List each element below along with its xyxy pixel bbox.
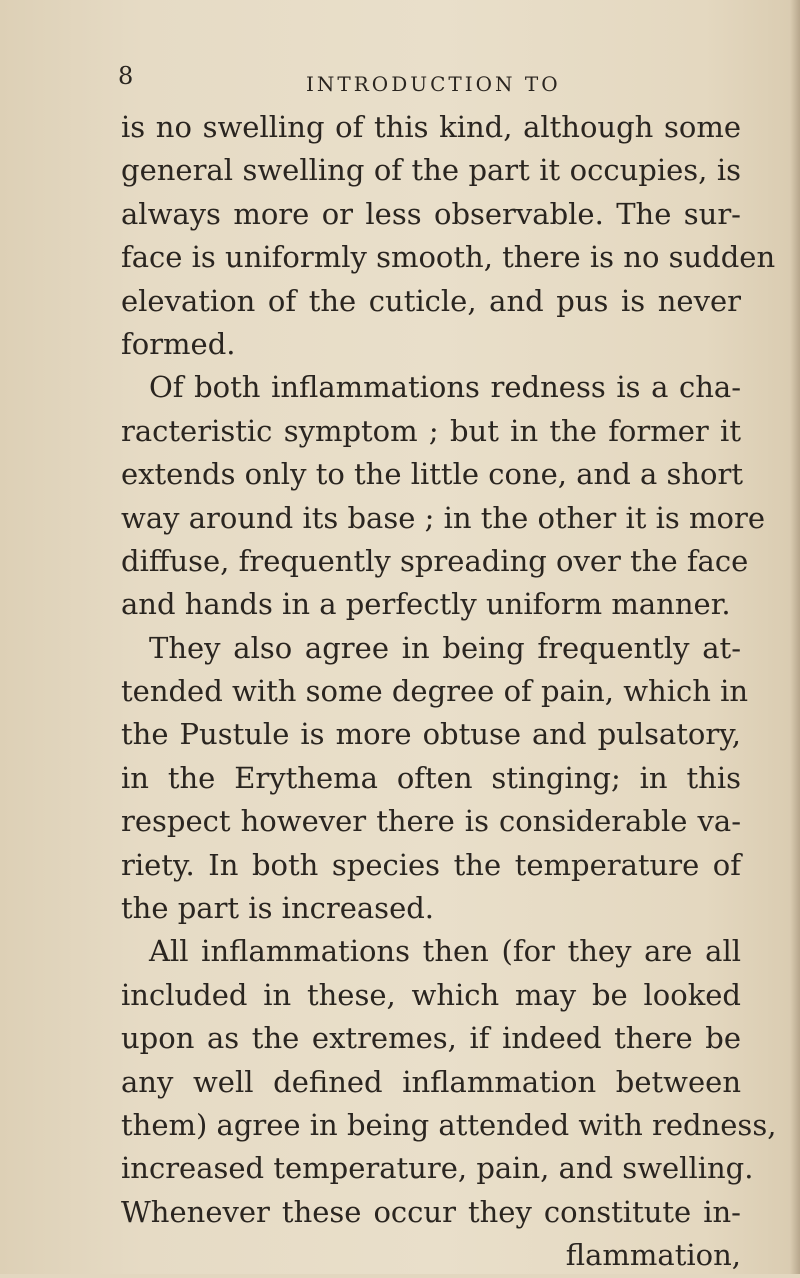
text-line: All inflammations then (for they are all xyxy=(149,934,741,969)
text-line: They also agree in being frequently at- xyxy=(149,630,741,665)
page-header xyxy=(0,62,800,102)
text-line: and hands in a perfectly uniform manner. xyxy=(121,587,731,622)
text-line: elevation of the cuticle, and pus is never xyxy=(121,283,741,318)
text-line: flammation, xyxy=(565,1238,741,1273)
running-head: INTRODUCTION TO xyxy=(306,72,561,96)
text-line: in the Erythema often stinging; in this xyxy=(121,760,741,795)
text-line: the part is increased. xyxy=(121,891,435,926)
text-line: diffuse, frequently spreading over the face xyxy=(121,543,749,578)
text-line: face is uniformly smooth, there is no sudden xyxy=(121,240,776,275)
text-line: always more or less observable. The sur- xyxy=(121,196,741,231)
text-line: Of both inflammations redness is a cha- xyxy=(149,370,741,405)
text-line: tended with some degree of pain, which in xyxy=(121,674,749,709)
text-line: extends only to the little cone, and a short xyxy=(121,457,744,492)
page-edge-shadow xyxy=(790,0,800,1274)
text-line: way around its base ; in the other it is more xyxy=(121,500,766,535)
text-line: racteristic symptom ; but in the former it xyxy=(121,413,741,448)
text-line: the Pustule is more obtuse and pulsatory, xyxy=(121,717,741,752)
text-line: them) agree in being attended with redness, xyxy=(121,1107,777,1142)
page-number: 8 xyxy=(118,62,135,90)
text-line: increased temperature, pain, and swelling. xyxy=(121,1151,754,1186)
text-line: Whenever these occur they constitute in- xyxy=(121,1194,741,1229)
text-line: included in these, which may be looked xyxy=(121,977,741,1012)
text-line: upon as the extremes, if indeed there be xyxy=(121,1021,741,1056)
body-text xyxy=(121,106,777,1278)
text-line: riety. In both species the temperature of xyxy=(121,847,741,882)
text-line: general swelling of the part it occupies, is xyxy=(121,153,741,188)
text-line: respect however there is considerable va- xyxy=(121,804,741,839)
text-line: any well defined inflammation between xyxy=(121,1064,741,1099)
text-line: formed. xyxy=(121,326,236,361)
text-line: is no swelling of this kind, although some xyxy=(121,110,741,144)
